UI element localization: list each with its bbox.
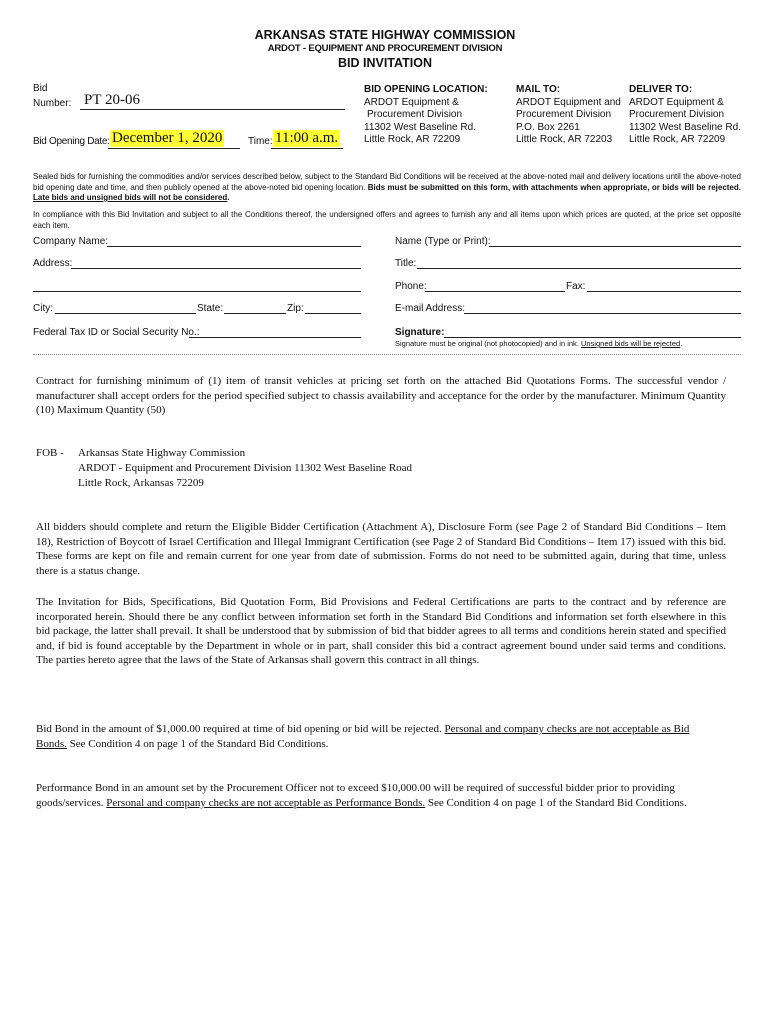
title-label: Title: <box>395 258 417 269</box>
state-label: State: <box>197 303 224 314</box>
address-label: Address: <box>33 258 73 269</box>
fax-label: Fax: <box>566 281 586 292</box>
fob-line2: ARDOT - Equipment and Procurement Division 11302 West Baseline Road <box>78 462 413 474</box>
city-label: City: <box>33 303 53 314</box>
performance-bond-paragraph <box>36 781 726 810</box>
bid-opening-date-underline <box>108 148 240 149</box>
commission-title: ARKANSAS STATE HIGHWAY COMMISSION <box>254 28 516 42</box>
time-label: Time: <box>248 136 273 147</box>
mail-to-line4: Little Rock, AR 72203 <box>516 134 613 145</box>
bids-must-be-submitted-text: Bids must be submitted on this form, with attachments when appropriate, or bids will be rejected. <box>367 182 741 192</box>
phone-label: Phone: <box>395 281 427 292</box>
address-field-line2[interactable] <box>33 291 361 292</box>
signature-note-original: Signature must be original (not photocopied) and in ink. <box>395 339 579 348</box>
document-title: BID INVITATION <box>338 56 432 70</box>
opening-location-block <box>364 84 514 147</box>
phone-field[interactable] <box>425 291 565 292</box>
name-field[interactable] <box>489 246 741 247</box>
mail-to-line2: Procurement Division <box>516 109 612 120</box>
deliver-to-heading: DELIVER TO: <box>629 84 693 95</box>
tax-id-field[interactable] <box>189 337 361 338</box>
opening-location-line3: 11302 West Baseline Rd. <box>364 121 476 133</box>
fob-label: FOB - <box>36 447 64 459</box>
zip-label: Zip: <box>287 303 304 314</box>
email-field[interactable] <box>464 313 741 314</box>
signature-note: Signature must be original (not photocopied) and in ink. Unsigned bids will be rejected. <box>395 339 683 348</box>
bid-number-underline <box>80 109 345 110</box>
bid-label: Bid <box>33 83 48 94</box>
sealed-bids-notice: Sealed bids for furnishing the commodities and/or services described below, subject to the Standard Bid Conditions will be received at the above-noted mail and delivery locations until the above-noted bid opening date and time, and then publicly opened at the above-noted bid opening location. Bids must be submitted on this form, with attachments when appropriate, or bids will be rejected. Late bids and unsigned bids will not be considered. <box>33 172 741 202</box>
mail-to-line1: ARDOT Equipment and <box>516 96 621 108</box>
mail-to-block <box>516 84 631 147</box>
time-value[interactable]: 11:00 a.m. <box>275 130 339 146</box>
deliver-to-block <box>629 84 749 147</box>
email-label: E-mail Address: <box>395 303 466 314</box>
company-name-label: Company Name: <box>33 236 109 247</box>
performance-bond-condition-text: See Condition 4 on page 1 of the Standard Bid Conditions. <box>427 796 687 809</box>
opening-location-line4: Little Rock, AR 72209 <box>364 134 461 145</box>
sealed-bids-text: Sealed bids for furnishing the commodities and/or services described below, subject to the Standard Bid Conditions will be received at the above-noted mail and delivery locations until the above-noted bid opening date and time, and then publicly opened at the above-noted bid opening location. <box>33 172 741 192</box>
fax-field[interactable] <box>587 291 741 292</box>
bid-bond-condition-text: See Condition 4 on page 1 of the Standard Bid Conditions. <box>69 737 329 750</box>
section-divider <box>33 354 741 355</box>
name-label: Name (Type or Print): <box>395 236 491 247</box>
performance-bond-text: Performance Bond in an amount set by the Procurement Officer not to exceed $10,000.00 will be required of successful bidder prior to providing goods/services. <box>36 782 675 809</box>
bid-bond-paragraph <box>36 722 716 751</box>
division-title: ARDOT - EQUIPMENT AND PROCUREMENT DIVISION <box>267 43 503 54</box>
opening-location-line1: ARDOT Equipment & <box>364 96 459 108</box>
signature-note-unsigned: Unsigned bids will be rejected <box>580 339 681 348</box>
compliance-notice: In compliance with this Bid Invitation and subject to all the Conditions thereof, the undersigned offers and agrees to furnish any and all items upon which prices are quoted, at the price set opposite each item. <box>33 210 741 230</box>
opening-location-heading: BID OPENING LOCATION: <box>364 84 488 95</box>
performance-bond-checks-text: Personal and company checks are not acceptable as Performance Bonds. <box>106 796 426 809</box>
tax-id-label: Federal Tax ID or Social Security No.: <box>33 327 200 338</box>
late-bids-text: Late bids and unsigned bids will not be considered <box>33 193 228 202</box>
bidders-paragraph: All bidders should complete and return the Eligible Bidder Certification (Attachment A), Disclosure Form (see Page 2 of Standard Bid Conditions – Item 18), Restriction of Boycott of Israel Certification and Illegal Immigrant Certification (see Page 2 of Standard Bid Conditions – Item 17) issued with this bid. These forms are kept on file and remain current for one year from date of submission. Forms do not need to be submitted again, during that time, unless there is a status change. <box>36 521 726 577</box>
state-field[interactable] <box>224 313 286 314</box>
fob-line1: Arkansas State Highway Commission <box>78 447 246 459</box>
zip-field[interactable] <box>305 313 361 314</box>
bid-number-label: Number: <box>33 98 72 109</box>
time-underline <box>271 148 343 149</box>
bid-bond-text: Bid Bond in the amount of $1,000.00 required at time of bid opening or bid will be rejected. <box>36 723 442 735</box>
bid-bond-checks-text: Personal and company checks are not acceptable as Bid Bonds. <box>36 723 690 750</box>
bid-opening-date-value[interactable]: December 1, 2020 <box>112 130 223 146</box>
mail-to-heading: MAIL TO: <box>516 84 561 95</box>
opening-location-line2: Procurement Division <box>367 109 463 120</box>
bid-number-value[interactable]: PT 20-06 <box>84 92 140 108</box>
deliver-to-line2: Procurement Division <box>629 109 725 120</box>
city-field[interactable] <box>55 313 196 314</box>
mail-to-line3: P.O. Box 2261 <box>516 121 580 133</box>
signature-label: Signature: <box>395 327 445 338</box>
fob-line3: Little Rock, Arkansas 72209 <box>78 477 204 489</box>
title-field[interactable] <box>417 268 741 269</box>
deliver-to-line1: ARDOT Equipment & <box>629 96 724 108</box>
bid-opening-date-label: Bid Opening Date: <box>33 136 110 147</box>
address-field[interactable] <box>71 268 361 269</box>
company-name-field[interactable] <box>107 246 361 247</box>
deliver-to-line3: 11302 West Baseline Rd. <box>629 121 741 133</box>
contract-paragraph: Contract for furnishing minimum of (1) item of transit vehicles at pricing set forth on the attached Bid Quotations Forms. The successful vendor / manufacturer shall accept orders for the period specified subject to chassis availability and acceptance for the order by the manufacturer. Minimum Quantity (10) Maximum Quantity (50) <box>36 375 726 417</box>
signature-field[interactable] <box>444 337 741 338</box>
invitation-paragraph: The Invitation for Bids, Specifications, Bid Quotation Form, Bid Provisions and Federal Certifications are parts to the contract and by reference are incorporated herein. Should there be any conflict between information set forth in the Standard Bid Conditions and information set forth elsewhere in this bid package, the latter shall prevail. It shall be understood that by submission of bid that bidder agrees to all terms and conditions herein stated and specified and, if bid is found acceptable by the Department in whole or in part, shall consider this bid a contract agreement bound under said terms and conditions. The parties hereto agree that the laws of the State of Arkansas shall govern this contract in all things. <box>36 596 726 667</box>
deliver-to-line4: Little Rock, AR 72209 <box>629 134 726 145</box>
